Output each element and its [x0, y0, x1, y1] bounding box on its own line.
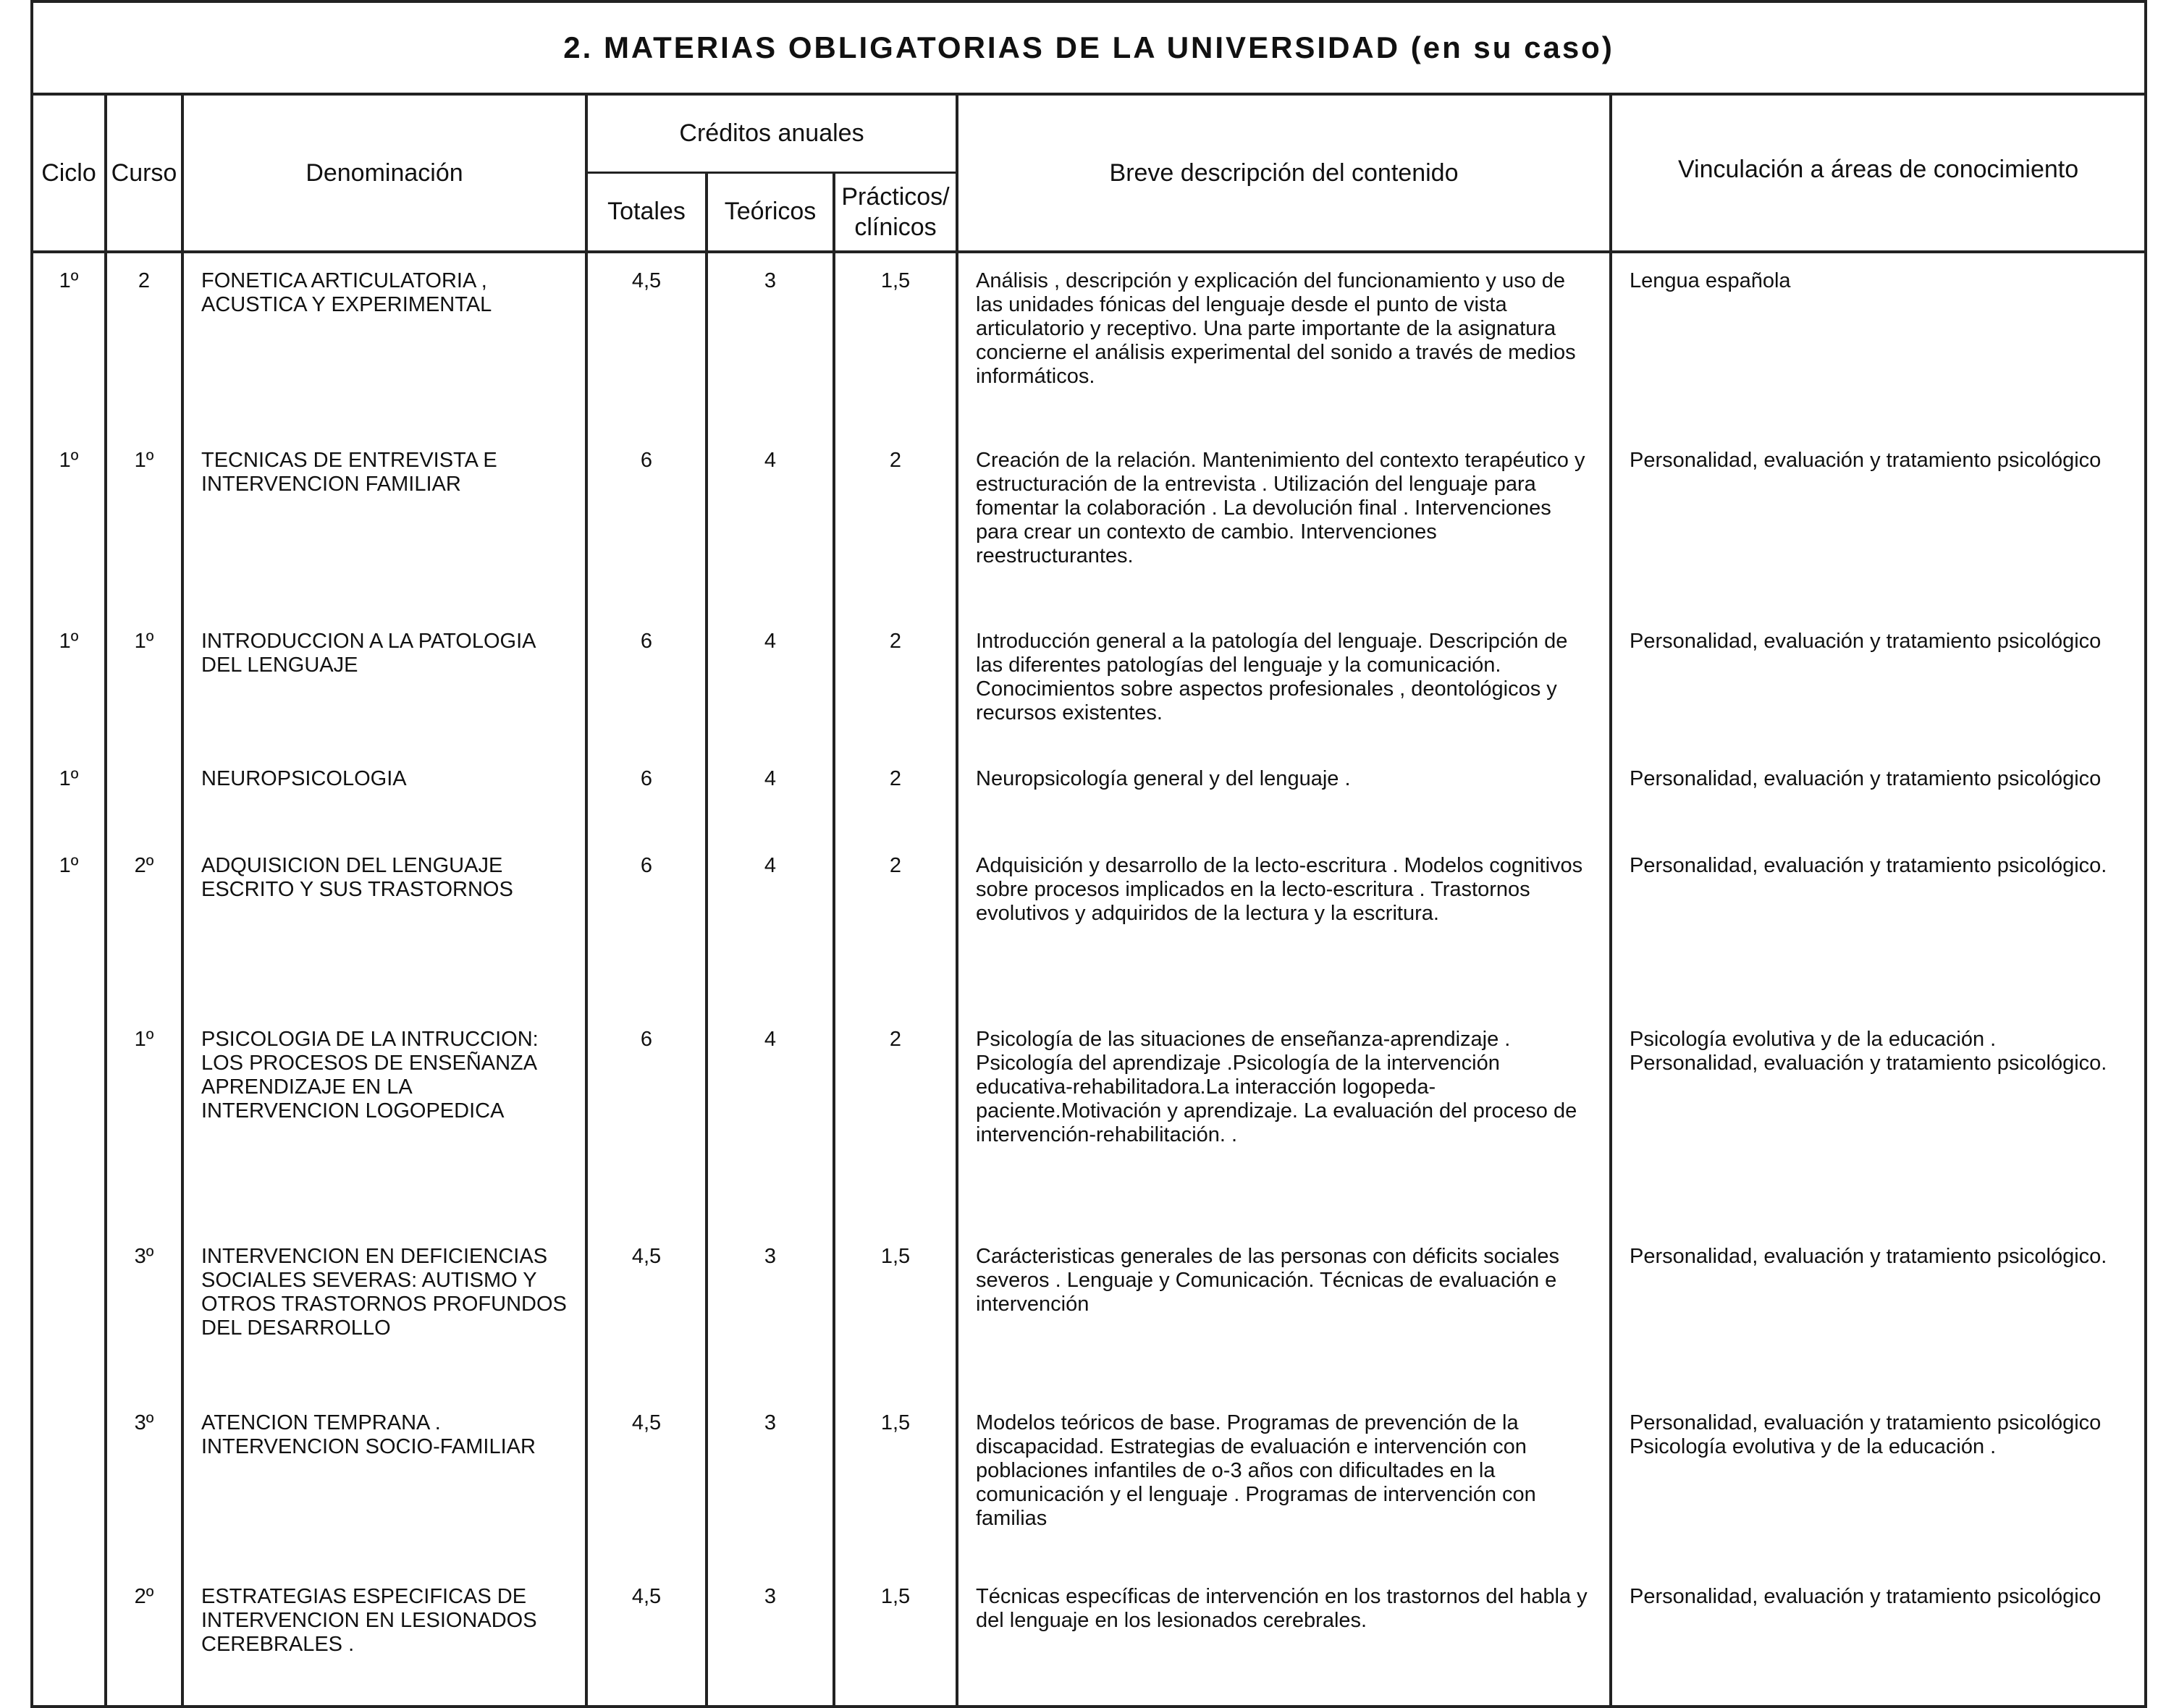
- table-row: [32, 751, 2146, 838]
- row-descripcion: Técnicas específicas de intervención en los trastornos del habla y del lenguaje en los lesionados cerebrales.: [957, 1569, 1611, 1707]
- header-curso: Curso: [106, 94, 182, 252]
- row-ciclo: 1º: [32, 252, 106, 433]
- row-ciclo: 1º: [32, 433, 106, 614]
- row-curso: 2º: [106, 838, 182, 1012]
- header-descripcion: Breve descripción del contenido: [957, 94, 1611, 252]
- row-denominacion: ADQUISICION DEL LENGUAJE ESCRITO Y SUS TRASTORNOS: [182, 838, 586, 1012]
- row-vinculacion: Personalidad, evaluación y tratamiento psicológico Psicología evolutiva y de la educación .: [1611, 1395, 2146, 1569]
- subjects-table: [30, 0, 2147, 1708]
- row-curso: [106, 751, 182, 838]
- row-curso: 2: [106, 252, 182, 433]
- row-ciclo: [32, 1229, 106, 1395]
- row-vinculacion: Personalidad, evaluación y tratamiento psicológico.: [1611, 1229, 2146, 1395]
- row-teoricos: 3: [707, 1229, 834, 1395]
- row-denominacion: ESTRATEGIAS ESPECIFICAS DE INTERVENCION EN LESIONADOS CEREBRALES .: [182, 1569, 586, 1707]
- row-totales: 6: [586, 751, 707, 838]
- row-ciclo: 1º: [32, 838, 106, 1012]
- table-row: [32, 1012, 2146, 1229]
- row-denominacion: TECNICAS DE ENTREVISTA E INTERVENCION FAMILIAR: [182, 433, 586, 614]
- row-ciclo: 1º: [32, 751, 106, 838]
- row-teoricos: 3: [707, 1395, 834, 1569]
- row-ciclo: [32, 1395, 106, 1569]
- row-totales: 4,5: [586, 252, 707, 433]
- row-teoricos: 3: [707, 1569, 834, 1707]
- row-totales: 6: [586, 433, 707, 614]
- row-denominacion: FONETICA ARTICULATORIA , ACUSTICA Y EXPERIMENTAL: [182, 252, 586, 433]
- row-totales: 4,5: [586, 1395, 707, 1569]
- table-row: [32, 1395, 2146, 1569]
- row-vinculacion: Psicología evolutiva y de la educación . Personalidad, evaluación y tratamiento psicológico.: [1611, 1012, 2146, 1229]
- row-curso: 3º: [106, 1229, 182, 1395]
- row-ciclo: 1º: [32, 614, 106, 751]
- table-row: [32, 1229, 2146, 1395]
- row-teoricos: 4: [707, 838, 834, 1012]
- title-row: [32, 1, 2146, 94]
- row-descripcion: Neuropsicología general y del lenguaje .: [957, 751, 1611, 838]
- row-practicos: 2: [834, 838, 957, 1012]
- row-practicos: 2: [834, 614, 957, 751]
- row-descripcion: Modelos teóricos de base. Programas de prevención de la discapacidad. Estrategias de evaluación e intervención con poblaciones infantiles de o-3 años con dificultades en la comunicación y el lenguaje . Programas de intervención con familias: [957, 1395, 1611, 1569]
- table-row: [32, 614, 2146, 751]
- header-practicos: Prácticos/ clínicos: [834, 172, 957, 252]
- row-teoricos: 4: [707, 1012, 834, 1229]
- row-practicos: 1,5: [834, 1229, 957, 1395]
- row-teoricos: 3: [707, 252, 834, 433]
- row-vinculacion: Lengua española: [1611, 252, 2146, 433]
- row-denominacion: NEUROPSICOLOGIA: [182, 751, 586, 838]
- row-denominacion: INTRODUCCION A LA PATOLOGIA DEL LENGUAJE: [182, 614, 586, 751]
- row-teoricos: 4: [707, 433, 834, 614]
- row-totales: 4,5: [586, 1569, 707, 1707]
- header-creditos: Créditos anuales: [586, 94, 957, 172]
- row-teoricos: 4: [707, 751, 834, 838]
- header-teoricos: Teóricos: [707, 172, 834, 252]
- row-vinculacion: Personalidad, evaluación y tratamiento psicológico.: [1611, 838, 2146, 1012]
- row-ciclo: [32, 1012, 106, 1229]
- row-practicos: 2: [834, 751, 957, 838]
- row-descripcion: Carácteristicas generales de las personas con déficits sociales severos . Lenguaje y Comunicación. Técnicas de evaluación e intervención: [957, 1229, 1611, 1395]
- row-curso: 1º: [106, 1012, 182, 1229]
- row-ciclo: [32, 1569, 106, 1707]
- row-descripcion: Análisis , descripción y explicación del funcionamiento y uso de las unidades fónicas del lenguaje desde el punto de vista articulatorio y receptivo. Una parte importante de la asignatura concierne el análisis experimental del sonido a través de medios informáticos.: [957, 252, 1611, 433]
- row-denominacion: PSICOLOGIA DE LA INTRUCCION: LOS PROCESOS DE ENSEÑANZA APRENDIZAJE EN LA INTERVENCION LOGOPEDICA: [182, 1012, 586, 1229]
- row-denominacion: ATENCION TEMPRANA . INTERVENCION SOCIO-FAMILIAR: [182, 1395, 586, 1569]
- table-row: [32, 1569, 2146, 1707]
- header-denominacion: Denominación: [182, 94, 586, 252]
- row-descripcion: Introducción general a la patología del lenguaje. Descripción de las diferentes patologías del lenguaje y la comunicación. Conocimientos sobre aspectos profesionales , deontológicos y recursos existentes.: [957, 614, 1611, 751]
- table-row: [32, 838, 2146, 1012]
- row-totales: 6: [586, 838, 707, 1012]
- table-row: [32, 433, 2146, 614]
- row-totales: 6: [586, 1012, 707, 1229]
- row-vinculacion: Personalidad, evaluación y tratamiento psicológico: [1611, 751, 2146, 838]
- row-vinculacion: Personalidad, evaluación y tratamiento psicológico: [1611, 1569, 2146, 1707]
- header-ciclo: Ciclo: [32, 94, 106, 252]
- row-practicos: 1,5: [834, 1395, 957, 1569]
- row-practicos: 2: [834, 433, 957, 614]
- document-page: [30, 0, 2144, 1678]
- row-curso: 3º: [106, 1395, 182, 1569]
- table-title: 2. MATERIAS OBLIGATORIAS DE LA UNIVERSIDAD (en su caso): [32, 1, 2146, 94]
- row-descripcion: Psicología de las situaciones de enseñanza-aprendizaje . Psicología del aprendizaje .Psicología de la intervención educativa-rehabilitadora.La interacción logopeda-paciente.Motivación y aprendizaje. La evaluación del proceso de intervención-rehabilitación. .: [957, 1012, 1611, 1229]
- row-totales: 4,5: [586, 1229, 707, 1395]
- row-totales: 6: [586, 614, 707, 751]
- row-curso: 1º: [106, 433, 182, 614]
- row-curso: 2º: [106, 1569, 182, 1707]
- table-body: [32, 252, 2146, 1707]
- row-vinculacion: Personalidad, evaluación y tratamiento psicológico: [1611, 614, 2146, 751]
- header-totales: Totales: [586, 172, 707, 252]
- row-descripcion: Creación de la relación. Mantenimiento del contexto terapéutico y estructuración de la entrevista . Utilización del lenguaje para fomentar la colaboración . La devolución final . Intervenciones para crear un contexto de cambio. Intervenciones reestructurantes.: [957, 433, 1611, 614]
- header-vinculacion: Vinculación a áreas de conocimiento: [1611, 94, 2146, 252]
- row-practicos: 1,5: [834, 252, 957, 433]
- row-curso: 1º: [106, 614, 182, 751]
- header-row-1: [32, 94, 2146, 172]
- table-row: [32, 252, 2146, 433]
- row-teoricos: 4: [707, 614, 834, 751]
- row-practicos: 1,5: [834, 1569, 957, 1707]
- row-practicos: 2: [834, 1012, 957, 1229]
- row-denominacion: INTERVENCION EN DEFICIENCIAS SOCIALES SEVERAS: AUTISMO Y OTROS TRASTORNOS PROFUNDOS DEL DESARROLLO: [182, 1229, 586, 1395]
- row-vinculacion: Personalidad, evaluación y tratamiento psicológico: [1611, 433, 2146, 614]
- row-descripcion: Adquisición y desarrollo de la lecto-escritura . Modelos cognitivos sobre procesos implicados en la lecto-escritura . Trastornos evolutivos y adquiridos de la lectura y la escritura.: [957, 838, 1611, 1012]
